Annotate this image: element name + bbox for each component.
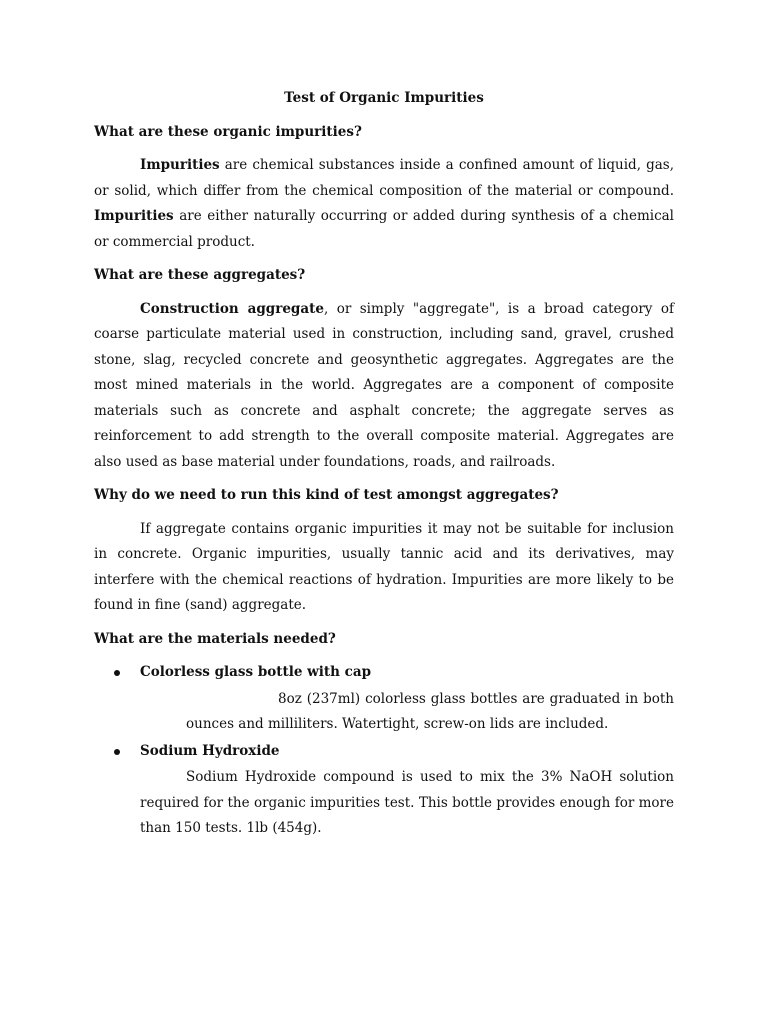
impurities-definition-text: are chemical substances inside a confined amount of liquid, gas, or solid, which differ from the chemical composition of the material or compound. [94,157,674,199]
bullet-icon [114,749,120,755]
list-item [94,660,674,738]
material-description-sodium-hydroxide: Sodium Hydroxide compound is used to mix the 3% NaOH solution required for the organic impurities test. This bottle provides enough for more than 150 tests. 1lb (454g). [140,769,674,836]
document-body [94,86,674,842]
section-heading-materials: What are the materials needed? [94,630,336,647]
document-title: Test of Organic Impurities [284,90,484,106]
section-heading-why-test: Why do we need to run this kind of test amongst aggregates? [94,487,559,503]
section-heading-aggregates: What are these aggregates? [94,267,306,283]
aggregate-definition-text: , or simply "aggregate", is a broad category of coarse particulate material used in construction, including sand, gravel, crushed stone, slag, recycled concrete and geosynthetic aggregates. Aggregates are the most mined materials in the world. Aggregates are a component of composite materials such as concrete and asphalt concrete; the aggregate serves as reinforcement to add strength to the overall composite material. Aggregates are also used as base material under foundations, roads, and railroads. [94,300,674,470]
material-description-glass-bottle: 8oz (237ml) colorless glass bottles are graduated in both ounces and milliliters. Watertight, screw-on lids are included. [186,690,674,732]
material-title-glass-bottle: Colorless glass bottle with cap [140,664,372,680]
material-title-sodium-hydroxide: Sodium Hydroxide [140,742,280,759]
paragraph-why-test: If aggregate contains organic impurities it may not be suitable for inclusion in concrete. Organic impurities, usually tannic acid and its derivatives, may interfere with the chemical reactions of hydration. Impurities are more likely to be found in fine (sand) aggregate. [94,520,674,613]
section-heading-organic-impurities: What are these organic impurities? [94,123,362,140]
paragraph-impurities-definition [94,153,674,255]
materials-list [94,660,674,842]
paragraph-aggregate-definition [94,297,674,476]
term-impurities-2: Impurities [94,208,174,224]
bullet-icon [114,670,120,676]
impurities-origin-text: are either naturally occurring or added during synthesis of a chemical or commercial product. [94,208,674,250]
list-item [94,739,674,842]
term-construction-aggregate: Construction aggregate [140,300,324,317]
term-impurities: Impurities [140,157,220,173]
